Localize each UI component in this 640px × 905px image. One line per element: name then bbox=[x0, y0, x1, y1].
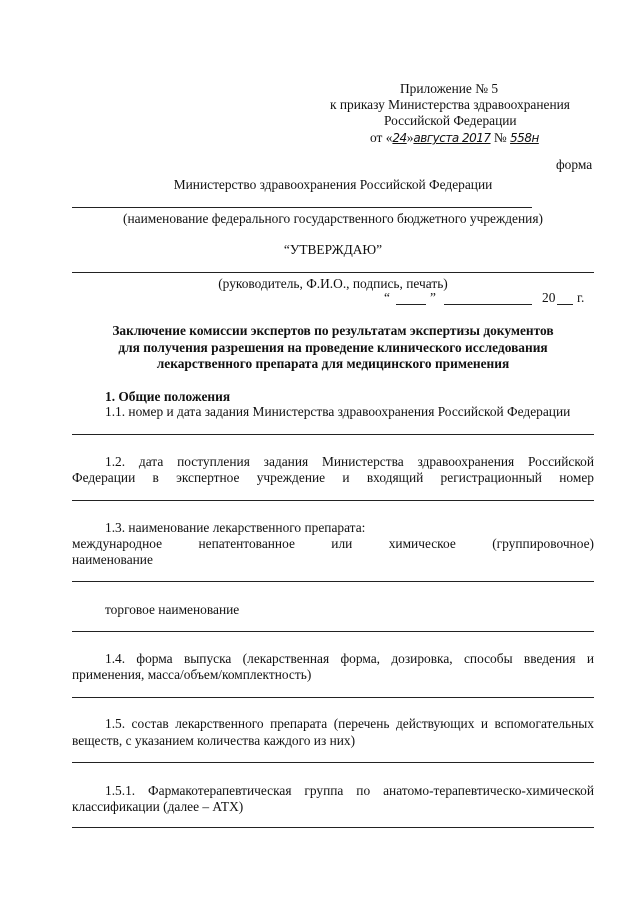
item-1-1-line bbox=[72, 434, 594, 435]
date-open-quote: “ bbox=[384, 290, 390, 305]
trade-name-line bbox=[72, 631, 594, 632]
order-date-line bbox=[370, 130, 539, 147]
handwritten-day: 24 bbox=[392, 131, 407, 145]
month-blank bbox=[444, 304, 532, 305]
federation-line: Российской Федерации bbox=[384, 113, 517, 128]
approve-stamp: “УТВЕРЖДАЮ” bbox=[283, 242, 383, 257]
item-1-3-line-1: международное непатентованное или химическое (группировочное) bbox=[72, 536, 594, 551]
item-1-5-1-line-1: 1.5.1. Фармакотерапевтическая группа по анатомо-терапевтическо-химической bbox=[105, 783, 594, 798]
item-1-5-line bbox=[72, 762, 594, 763]
title-line-2: для получения разрешения на проведение клинического исследования bbox=[118, 340, 548, 355]
institution-line bbox=[72, 207, 532, 208]
item-1-5-line-2: веществ, с указанием количества каждого из них) bbox=[72, 733, 356, 748]
item-1-3: 1.3. наименование лекарственного препарата: bbox=[105, 520, 366, 535]
item-1-4-line-2: применения, масса/объем/комплектность) bbox=[72, 667, 312, 682]
appendix-number: Приложение № 5 bbox=[400, 81, 499, 96]
section-general-heading: 1. Общие положения bbox=[105, 389, 231, 404]
form-label: форма bbox=[556, 157, 593, 172]
trade-name: торговое наименование bbox=[105, 602, 240, 617]
item-1-4-line-1: 1.4. форма выпуска (лекарственная форма, дозировка, способы введения и bbox=[105, 651, 594, 666]
year-prefix: 20 bbox=[542, 290, 556, 305]
item-1-2-line bbox=[72, 500, 594, 501]
date-close-quote: ” bbox=[430, 290, 436, 305]
date-mid: » bbox=[406, 130, 414, 145]
year-suffix: г. bbox=[577, 290, 585, 305]
number-sign: № bbox=[493, 130, 507, 145]
head-caption: (руководитель, Ф.И.О., подпись, печать) bbox=[218, 276, 448, 291]
order-reference: к приказу Министерства здравоохранения bbox=[330, 97, 570, 112]
title-line-1: Заключение комиссии экспертов по результатам экспертизы документов bbox=[112, 323, 554, 338]
day-blank bbox=[396, 304, 426, 305]
item-1-4-line bbox=[72, 697, 594, 698]
head-line bbox=[72, 272, 594, 273]
date-prefix: от « bbox=[370, 130, 393, 145]
title-line-3: лекарственного препарата для медицинского применения bbox=[156, 356, 510, 371]
item-1-5-1-line-2: классификации (далее – АТХ) bbox=[72, 799, 244, 814]
item-1-3-line bbox=[72, 581, 594, 582]
item-1-3-line-2: наименование bbox=[72, 552, 153, 567]
item-1-5-line-1: 1.5. состав лекарственного препарата (перечень действующих и вспомогательных bbox=[105, 716, 594, 731]
institution-caption: (наименование федерального государственного бюджетного учреждения) bbox=[123, 211, 543, 226]
item-1-2-line-1: 1.2. дата поступления задания Министерства здравоохранения Российской bbox=[105, 454, 594, 469]
handwritten-order-number: 558н bbox=[510, 131, 539, 145]
item-1-1: 1.1. номер и дата задания Министерства здравоохранения Российской Федерации bbox=[105, 404, 571, 419]
item-1-2-line-2: Федерации в экспертное учреждение и входящий регистрационный номер bbox=[72, 470, 594, 485]
handwritten-month-year: августа 2017 bbox=[413, 131, 491, 145]
item-1-5-1-line bbox=[72, 827, 594, 828]
year-blank bbox=[557, 304, 573, 305]
ministry-name: Министерство здравоохранения Российской Федерации bbox=[173, 177, 493, 192]
